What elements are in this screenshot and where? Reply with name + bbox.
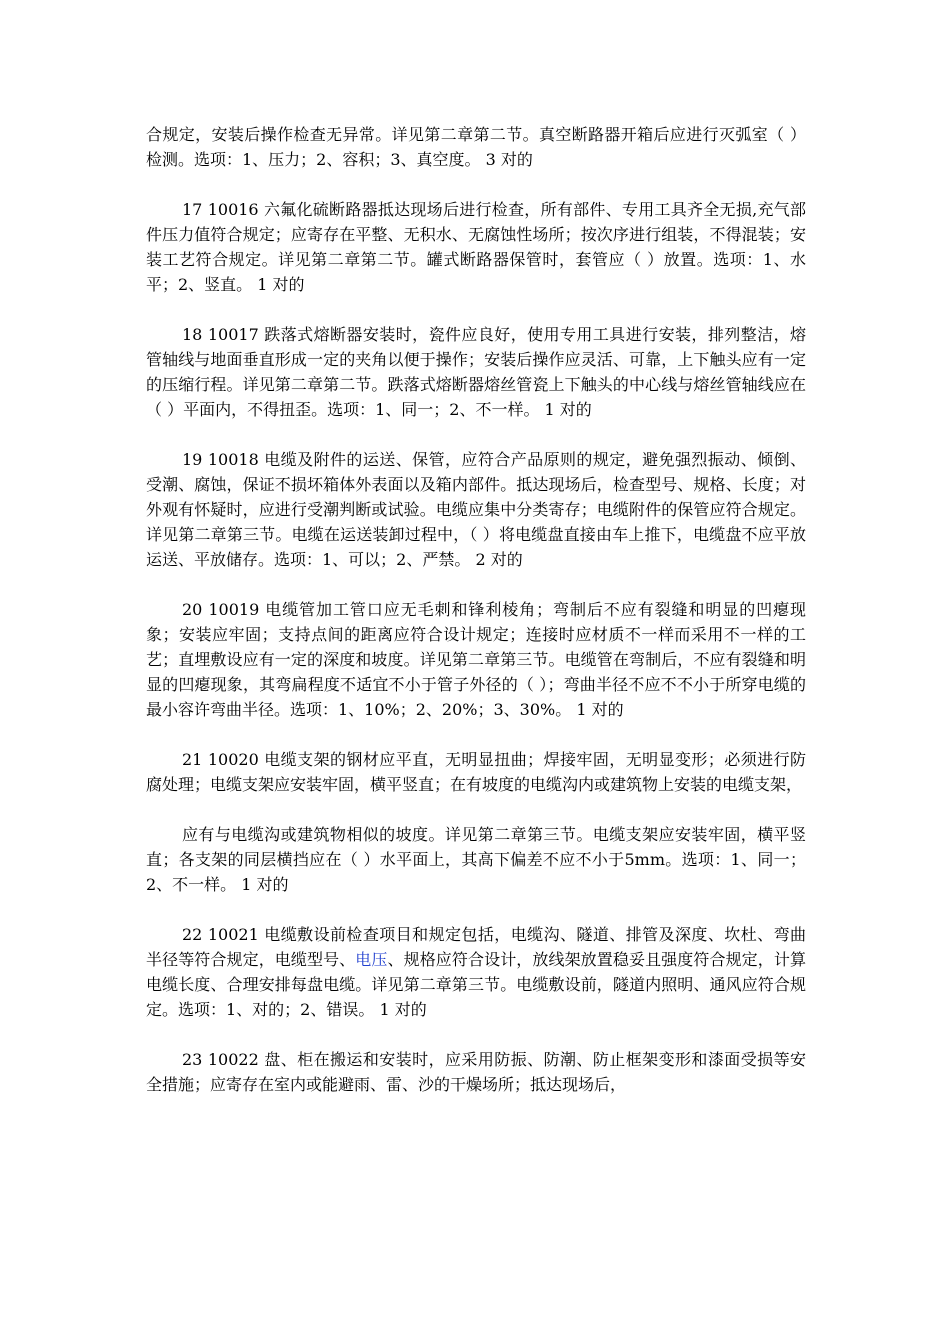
paragraph-22-text-after: 、规格应符合设计，放线架放置稳妥且强度符合规定，计算电缆长度、合理安排每盘电缆。详见第二章第三节。电缆敷设前，隧道内照明、通风应符合规定。选项：1、对的；2、错误。 1 对的: [146, 950, 806, 1019]
paragraph-16-continued: 合规定，安装后操作检查无异常。详见第二章第二节。真空断路器开箱后应进行灭弧室（ ）检测。选项：1、压力；2、容积；3、真空度。 3 对的: [146, 125, 806, 169]
paragraph-23: 23 10022 盘、柜在搬运和安装时，应采用防振、防潮、防止框架变形和漆面受损等安全措施；应寄存在室内或能避雨、雷、沙的干燥场所；抵达现场后，: [146, 1050, 806, 1094]
document-page: [146, 122, 806, 1122]
paragraph-22-text-before: 22 10021 电缆敷设前检查项目和规定包括，电缆沟、隧道、排管及深度、坎杜、弯曲半径等符合规定，电缆型号、: [146, 925, 806, 969]
paragraph-21-continued: 应有与电缆沟或建筑物相似的坡度。详见第二章第三节。电缆支架应安装牢固，横平竖直；各支架的同层横挡应在（ ）水平面上，其高下偏差不应不小于5mm。选项：1、同一；2、不一样。 1 对的: [146, 825, 806, 894]
paragraph-22: [146, 922, 806, 1022]
paragraph-19: 19 10018 电缆及附件的运送、保管，应符合产品原则的规定，避免强烈振动、倾倒、受潮、腐蚀，保证不损坏箱体外表面以及箱内部件。抵达现场后，检查型号、规格、长度；对外观有怀疑时，应进行受潮判断或试验。电缆应集中分类寄存；电缆附件的保管应符合规定。详见第二章第三节。电缆在运送装卸过程中，（ ）将电缆盘直接由车上推下，电缆盘不应平放运送、平放储存。选项：1、可以；2、严禁。 2 对的: [146, 450, 806, 569]
voltage-link[interactable]: 电压: [355, 950, 388, 969]
paragraph-18: 18 10017 跌落式熔断器安装时，瓷件应良好，使用专用工具进行安装，排列整洁，熔管轴线与地面垂直形成一定的夹角以便于操作；安装后操作应灵活、可靠，上下触头应有一定的压缩行程。详见第二章第二节。跌落式熔断器熔丝管瓷上下触头的中心线与熔丝管轴线应在（ ）平面内，不得扭歪。选项：1、同一；2、不一样。 1 对的: [146, 325, 806, 419]
paragraph-20: 20 10019 电缆管加工管口应无毛刺和锋利棱角；弯制后不应有裂缝和明显的凹瘪现象；安装应牢固；支持点间的距离应符合设计规定；连接时应材质不一样而采用不一样的工艺；直埋敷设应有一定的深度和坡度。详见第二章第三节。电缆管在弯制后，不应有裂缝和明显的凹瘪现象，其弯扁程度不适宜不小于管子外径的（ ）；弯曲半径不应不不小于所穿电缆的最小容许弯曲半径。选项：1、10%；2、20%；3、30%。 1 对的: [146, 600, 806, 719]
paragraph-21: 21 10020 电缆支架的钢材应平直，无明显扭曲；焊接牢固，无明显变形；必须进行防腐处理；电缆支架应安装牢固，横平竖直；在有坡度的电缆沟内或建筑物上安装的电缆支架，: [146, 750, 806, 794]
paragraph-17: 17 10016 六氟化硫断路器抵达现场后进行检查，所有部件、专用工具齐全无损,充气部件压力值符合规定；应寄存在平整、无积水、无腐蚀性场所；按次序进行组装，不得混装；安装工艺符合规定。详见第二章第二节。罐式断路器保管时，套管应（ ）放置。选项：1、水平；2、竖直。 1 对的: [146, 200, 806, 294]
